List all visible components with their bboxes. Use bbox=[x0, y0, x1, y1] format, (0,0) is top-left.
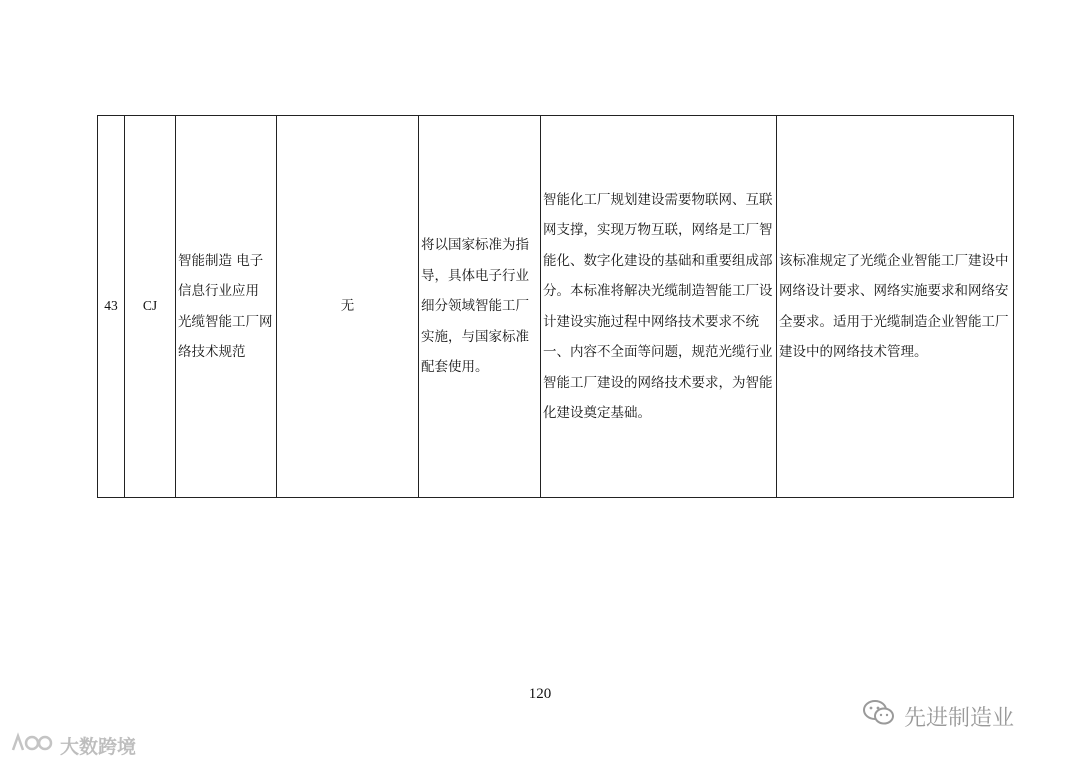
relation-to-national-standard: 将以国家标准为指导，具体电子行业细分领域智能工厂实施，与国家标准配套使用。 bbox=[419, 116, 541, 498]
watermark-right bbox=[862, 700, 1014, 732]
table-row bbox=[98, 116, 1014, 498]
watermark-left bbox=[10, 732, 136, 758]
watermark-left-text: 大数跨境 bbox=[60, 735, 137, 758]
standard-name: 智能制造 电子信息行业应用 光缆智能工厂网络技术规范 bbox=[176, 116, 277, 498]
row-code: CJ bbox=[125, 116, 176, 498]
scope-description: 该标准规定了光缆企业智能工厂建设中网络设计要求、网络实施要求和网络安全要求。适用于光缆制造企业智能工厂建设中的网络技术管理。 bbox=[777, 116, 1014, 498]
wechat-icon bbox=[862, 699, 896, 733]
row-number: 43 bbox=[98, 116, 125, 498]
watermark-right-text: 先进制造业 bbox=[904, 705, 1015, 731]
necessity-description: 智能化工厂规划建设需要物联网、互联网支撑，实现万物互联，网络是工厂智能化、数字化建设的基础和重要组成部分。本标准将解决光缆制造智能工厂设计建设实施过程中网络技术要求不统一、内容不全面等问题，规范光缆行业智能工厂建设的网络技术要求，为智能化建设奠定基础。 bbox=[541, 116, 777, 498]
page-number: 120 bbox=[528, 686, 552, 702]
replaced-standard: 无 bbox=[277, 116, 419, 498]
standards-table bbox=[97, 115, 1014, 498]
brand-logo-icon bbox=[10, 732, 54, 759]
